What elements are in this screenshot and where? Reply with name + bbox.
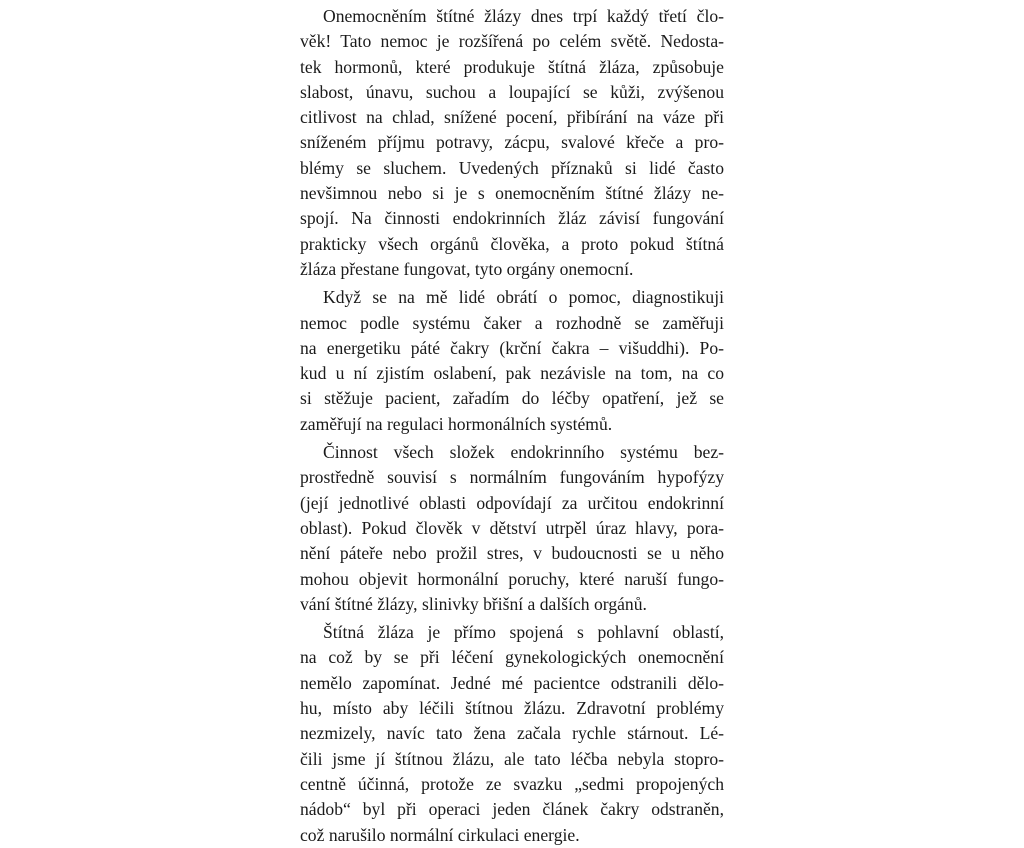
text-line: což narušilo normální cirkulaci energie. — [300, 824, 580, 845]
article-text — [300, 0, 724, 848]
paragraph-1 — [300, 4, 724, 282]
text-line: hu, místo aby léčili štítnou žlázu. Zdravotní problémy — [300, 698, 724, 719]
text-line: čili jsme jí štítnou žlázu, ale tato léčba nebyla stopro- — [300, 748, 724, 769]
paragraph-4 — [300, 620, 724, 848]
text-line: centně účinná, protože ze svazku „sedmi propojených — [300, 773, 724, 794]
text-line: nevšimnou nebo si je s onemocněním štítné žlázy ne- — [300, 183, 724, 204]
text-line: mohou objevit hormonální poruchy, které naruší fungo- — [300, 568, 724, 589]
text-line: zaměřují na regulaci hormonálních systémů. — [300, 413, 613, 434]
text-line: citlivost na chlad, snížené pocení, přibírání na váze při — [300, 107, 724, 128]
text-line: nádob“ byl při operaci jeden článek čakry odstraněn, — [300, 799, 724, 820]
text-line: nemělo zapomínat. Jedné mé pacientce odstranili dělo- — [300, 672, 724, 693]
text-line: nezmizely, navíc tato žena začala rychle stárnout. Lé- — [300, 723, 724, 744]
text-line: Štítná žláza je přímo spojená s pohlavní oblastí, — [323, 622, 724, 643]
text-line: slabost, únavu, suchou a loupající se kůži, zvýšenou — [300, 81, 724, 102]
text-line: tek hormonů, které produkuje štítná žláza, způsobuje — [300, 56, 724, 77]
text-line: vání štítné žlázy, slinivky břišní a dalších orgánů. — [300, 593, 647, 614]
text-line: na energetiku páté čakry (krční čakra – višuddhi). Po- — [300, 337, 724, 358]
text-line: (její jednotlivé oblasti odpovídají za určitou endokrinní — [300, 492, 724, 513]
text-line: Činnost všech složek endokrinního systému bez- — [323, 442, 724, 463]
text-line: prakticky všech orgánů člověka, a proto pokud štítná — [300, 233, 724, 254]
text-line: kud u ní zjistím oslabení, pak nezávisle na tom, na co — [300, 363, 724, 384]
paragraph-3 — [300, 440, 724, 617]
text-line: nemoc podle systému čaker a rozhodně se zaměřuji — [300, 312, 724, 333]
text-line: spojí. Na činnosti endokrinních žláz závisí fungování — [300, 208, 724, 229]
text-line: Onemocněním štítné žlázy dnes trpí každý třetí člo- — [323, 6, 724, 26]
text-line: na což by se při léčení gynekologických onemocnění — [300, 647, 724, 668]
text-line: blémy se sluchem. Uvedených příznaků si lidé často — [300, 157, 724, 178]
text-line: věk! Tato nemoc je rozšířená po celém světě. Nedosta- — [300, 31, 724, 52]
text-line: Když se na mě lidé obrátí o pomoc, diagnostikuji — [323, 287, 724, 308]
text-line: si stěžuje pacient, zařadím do léčby opatření, jež se — [300, 388, 724, 409]
text-line: sníženém příjmu potravy, zácpu, svalové křeče a pro- — [300, 132, 724, 153]
text-line: žláza přestane fungovat, tyto orgány onemocní. — [300, 258, 634, 279]
text-line: nění páteře nebo prožil stres, v budoucnosti se u něho — [300, 543, 724, 564]
paragraph-2 — [300, 285, 724, 437]
text-line: oblast). Pokud člověk v dětství utrpěl úraz hlavy, pora- — [300, 517, 724, 538]
text-line: prostředně souvisí s normálním fungováním hypofýzy — [300, 467, 724, 488]
